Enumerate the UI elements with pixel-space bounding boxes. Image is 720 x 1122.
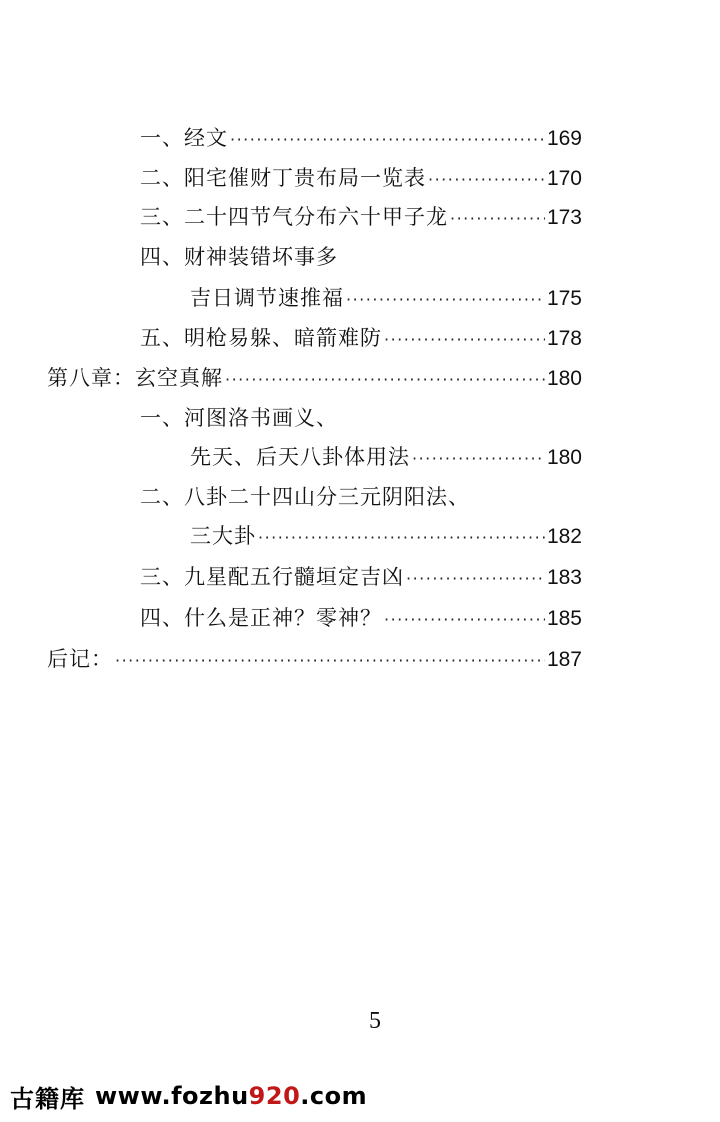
site-watermark — [10, 1076, 367, 1116]
toc-entry — [190, 284, 582, 314]
toc-chapter-entry — [47, 364, 582, 394]
dot-leader — [428, 164, 545, 194]
dot-leader — [230, 124, 545, 154]
watermark-url-suffix: .com — [300, 1082, 368, 1110]
dot-leader — [412, 443, 545, 473]
toc-entry-title: 一、河图洛书画义、 — [140, 406, 338, 430]
toc-entry — [140, 164, 582, 194]
toc-entry-page: 183 — [546, 566, 582, 589]
toc-entry-page: 185 — [546, 607, 582, 630]
watermark-url-number: 920 — [248, 1082, 301, 1110]
toc-entry-page: 178 — [546, 327, 582, 350]
toc-entry-title: 后记： — [47, 647, 113, 671]
toc-entry-title: 先天、后天八卦体用法 — [190, 445, 410, 469]
dot-leader — [115, 645, 545, 675]
toc-entry — [140, 563, 582, 593]
toc-entry-page: 170 — [546, 167, 582, 190]
toc-entry — [140, 324, 582, 354]
toc-entry-page: 175 — [546, 287, 582, 310]
toc-entry-title: 二、八卦二十四山分三元阴阳法、 — [140, 485, 470, 509]
toc-entry — [140, 404, 338, 432]
toc-entry — [190, 443, 582, 473]
toc-entry-title: 第八章：玄空真解 — [47, 366, 223, 390]
toc-entry — [190, 522, 582, 552]
toc-entry-title: 三、九星配五行髓垣定吉凶 — [140, 565, 404, 589]
toc-entry-title: 五、明枪易躲、暗箭难防 — [140, 326, 382, 350]
dot-leader — [450, 203, 545, 233]
dot-leader — [258, 522, 545, 552]
dot-leader — [346, 284, 545, 314]
toc-entry — [140, 124, 582, 154]
watermark-url-prefix: www.fozhu — [95, 1082, 249, 1110]
watermark-url — [95, 1082, 367, 1110]
toc-entry-page: 169 — [546, 127, 582, 150]
page-number: 5 — [369, 1008, 381, 1034]
toc-entry-page: 180 — [546, 446, 582, 469]
toc-entry-page: 180 — [546, 367, 582, 390]
toc-entry-title: 三、二十四节气分布六十甲子龙 — [140, 205, 448, 229]
toc-afterword-entry — [47, 645, 582, 675]
dot-leader — [225, 364, 545, 394]
toc-entry-page: 182 — [546, 525, 582, 548]
toc-entry — [140, 604, 582, 634]
watermark-name: 古籍库 — [10, 1084, 85, 1113]
dot-leader — [384, 324, 545, 354]
toc-entry-title: 一、经文 — [140, 126, 228, 150]
toc-entry — [140, 243, 338, 271]
toc-entry-title: 三大卦 — [190, 524, 256, 548]
toc-entry-title: 二、阳宅催财丁贵布局一览表 — [140, 166, 426, 190]
toc-entry-title: 吉日调节速推福 — [190, 286, 344, 310]
dot-leader — [384, 604, 545, 634]
dot-leader — [406, 563, 545, 593]
toc-entry-title: 四、什么是正神？零神？ — [140, 606, 382, 630]
toc-entry — [140, 203, 582, 233]
toc-entry-page: 173 — [546, 206, 582, 229]
toc-entry — [140, 483, 470, 511]
toc-entry-page: 187 — [546, 648, 582, 671]
toc-entry-title: 四、财神装错坏事多 — [140, 245, 338, 269]
